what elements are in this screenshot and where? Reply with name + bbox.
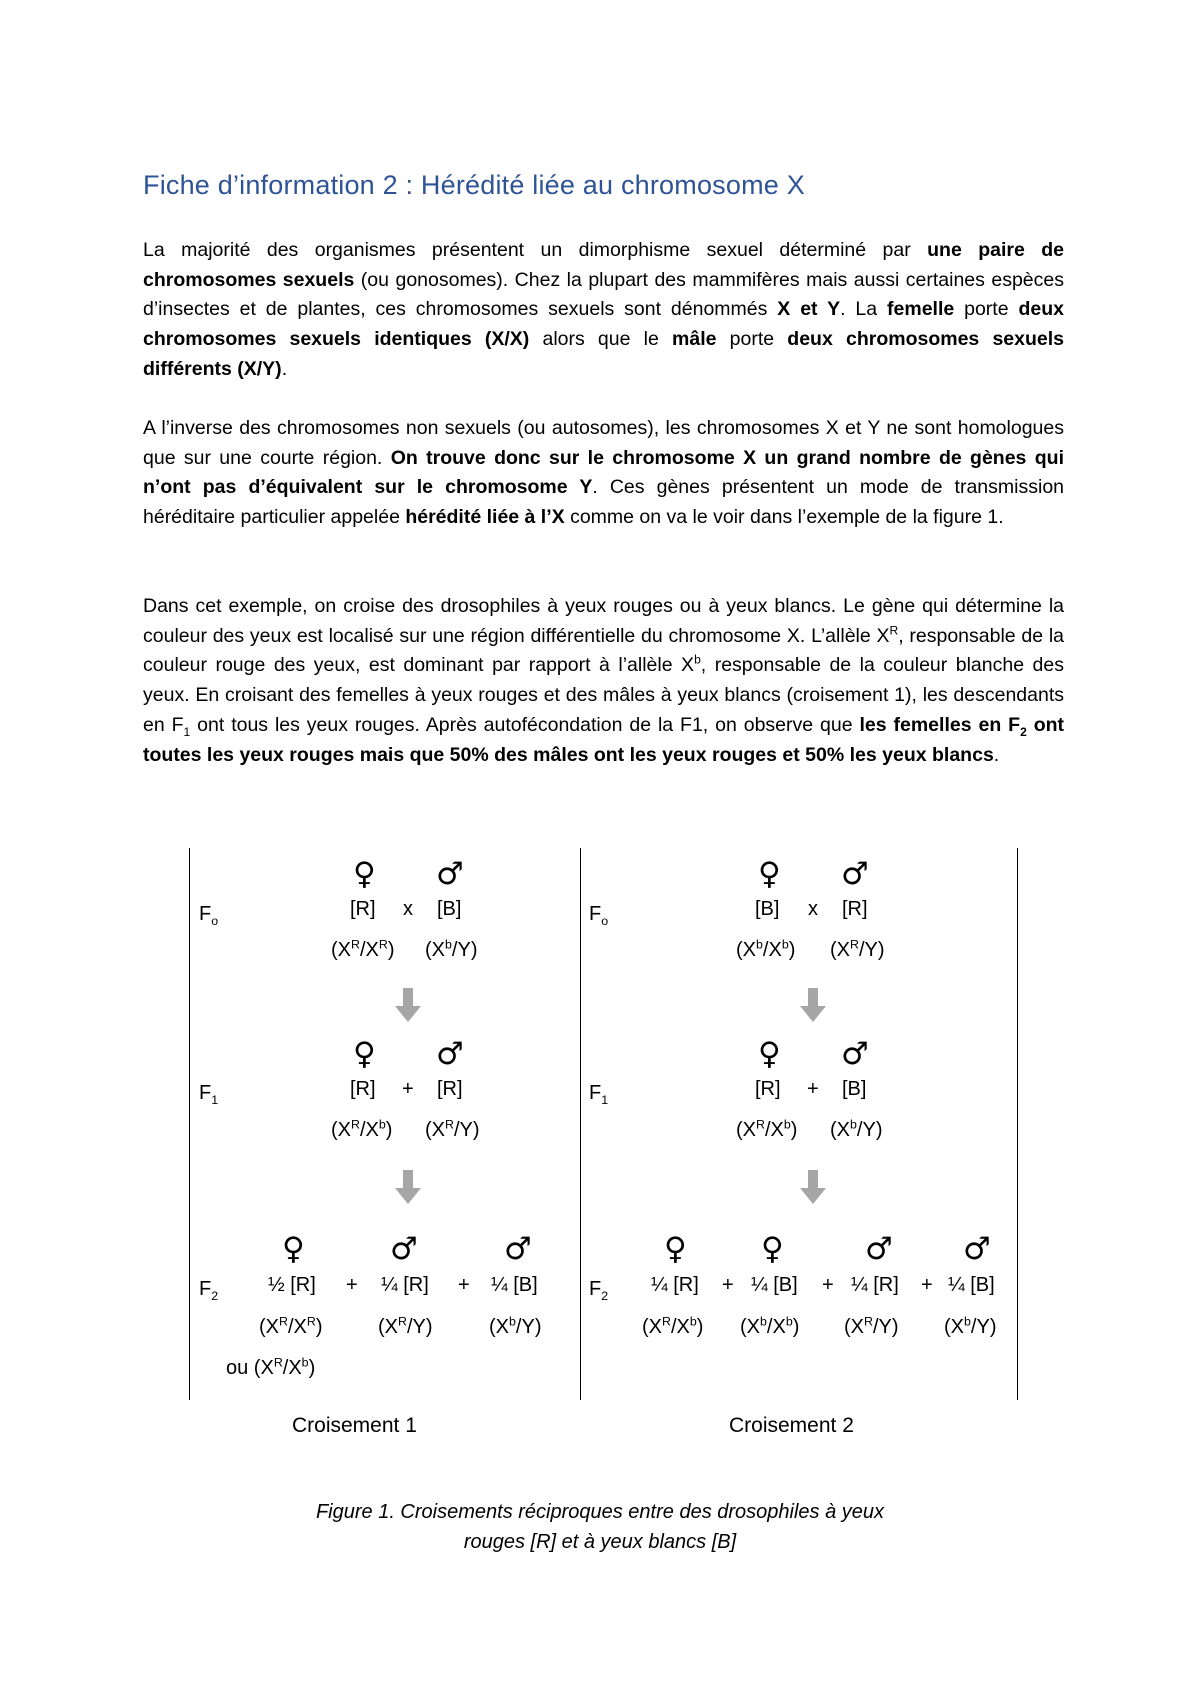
male-icon: ♂ [865,1231,893,1267]
paragraph-3: Dans cet exemple, on croise des drosophiles à yeux rouges ou à yeux blancs. Le gène qui détermine la couleur des yeux est localisé sur une région différentielle du chromosome X. L’allèle $X^R$, responsable de la couleur rouge des yeux, est dominant par rapport à l’allèle $X^b$, responsable de la couleur blanche des yeux. En croisant des femelles à yeux rouges et des mâles à yeux blancs (croisement 1), les descendants en $F_1$ ont tous les yeux rouges. Après autofécondation de la F1, on observe que les femelles en $F_2$ ont toutes les yeux rouges mais que 50% des mâles ont les yeux rouges et 50% les yeux blancs. [143,595,1065,766]
cross-2-title: Croisement 2 [729,1414,854,1437]
divider-middle [580,848,581,1400]
genotype: $(X^R/X^R)$ [259,1314,323,1338]
genotype: $(X^R/Y)$ [425,1117,480,1141]
figure-caption [0,1497,1200,1557]
phenotype: ¼ [B] [948,1274,995,1296]
phenotype: [R] [437,1078,463,1100]
divider-left [189,848,190,1400]
cross-operator: + [921,1274,933,1296]
down-arrow-icon [800,988,826,1022]
female-icon: ♀ [353,1036,376,1072]
down-arrow-icon [395,1170,421,1204]
cross-operator: x [808,898,818,920]
cross-operator: + [458,1274,470,1296]
page-title: Fiche d’information 2 : Hérédité liée au chromosome X [143,170,805,200]
phenotype: [R] [842,898,868,920]
phenotype: [R] [755,1078,781,1100]
female-icon: ♀ [282,1231,305,1267]
genotype: $(X^R/X^R)$ [331,937,395,961]
down-arrow-icon [395,988,421,1022]
gen-label-f1: $F_1$ [589,1082,609,1107]
gen-label-f0: $F_o$ [199,903,219,928]
phenotype: ¼ [R] [651,1274,699,1296]
caption-line-1: Figure 1. Croisements réciproques entre des drosophiles à yeux [315,1501,885,1523]
phenotype: [R] [350,898,376,920]
female-icon: ♀ [664,1231,687,1267]
male-icon: ♂ [436,1036,464,1072]
phenotype: ¼ [R] [851,1274,899,1296]
gen-label-f1: $F_1$ [199,1082,219,1107]
genotype: $(X^b/Y)$ [489,1314,542,1338]
cross-operator: + [346,1274,358,1296]
female-icon: ♀ [758,1036,781,1072]
phenotype: ½ [R] [268,1274,316,1296]
genotype: $(X^R/Y)$ [844,1314,899,1338]
genotype: $(X^b/Y)$ [830,1117,883,1141]
male-icon: ♂ [436,856,464,892]
genotype: $(X^b/X^b)$ [736,937,796,961]
male-icon: ♂ [841,1036,869,1072]
cross-operator: + [722,1274,734,1296]
female-icon: ♀ [761,1231,784,1267]
cross-operator: x [403,898,413,920]
gen-label-f2: $F_2$ [199,1278,219,1303]
cross-operator: + [402,1078,414,1100]
genotype: $(X^b/X^b)$ [740,1314,800,1338]
phenotype: [R] [350,1078,376,1100]
phenotype: [B] [842,1078,867,1100]
divider-right [1017,848,1018,1400]
male-icon: ♂ [390,1231,418,1267]
male-icon: ♂ [841,856,869,892]
phenotype: [B] [755,898,780,920]
genotype-alt: ou $(X^R/X^b)$ [226,1355,316,1379]
phenotype: ¼ [B] [751,1274,798,1296]
phenotype: ¼ [B] [491,1274,538,1296]
cross-operator: + [822,1274,834,1296]
phenotype: ¼ [R] [381,1274,429,1296]
caption-line-2: rouges [R] et à yeux blancs [B] [463,1531,737,1553]
female-icon: ♀ [758,856,781,892]
male-icon: ♂ [963,1231,991,1267]
genotype: $(X^R/X^b)$ [736,1117,798,1141]
genotype: $(X^R/Y)$ [378,1314,433,1338]
paragraph-1: La majorité des organismes présentent un dimorphisme sexuel déterminé par une paire de chromosomes sexuels (ou gonosomes). Chez la plupart des mammifères mais aussi certaines espèces d’insectes et de plantes, ces chromosomes sexuels sont dénommés X et Y. La femelle porte deux chromosomes sexuels identiques (X/X) alors que le mâle porte deux chromosomes sexuels différents (X/Y). [143,239,1064,380]
gen-label-f2: $F_2$ [589,1278,609,1303]
cross-operator: + [807,1078,819,1100]
genotype: $(X^b/Y)$ [944,1314,997,1338]
genotype: $(X^R/Y)$ [830,937,885,961]
male-icon: ♂ [504,1231,532,1267]
phenotype: [B] [437,898,462,920]
female-icon: ♀ [353,856,376,892]
paragraph-2: A l’inverse des chromosomes non sexuels (ou autosomes), les chromosomes X et Y ne sont homologues que sur une courte région. On trouve donc sur le chromosome X un grand nombre de gènes qui n’ont pas d’équivalent sur le chromosome Y. Ces gènes présentent un mode de transmission héréditaire particulier appelée hérédité liée à l’X comme on va le voir dans l’exemple de la figure 1. [143,417,1065,529]
genotype: $(X^R/X^b)$ [331,1117,393,1141]
gen-label-f0: $F_o$ [589,903,609,928]
genotype: $(X^b/Y)$ [425,937,478,961]
cross-1-title: Croisement 1 [292,1414,417,1437]
genotype: $(X^R/X^b)$ [642,1314,704,1338]
down-arrow-icon [800,1170,826,1204]
